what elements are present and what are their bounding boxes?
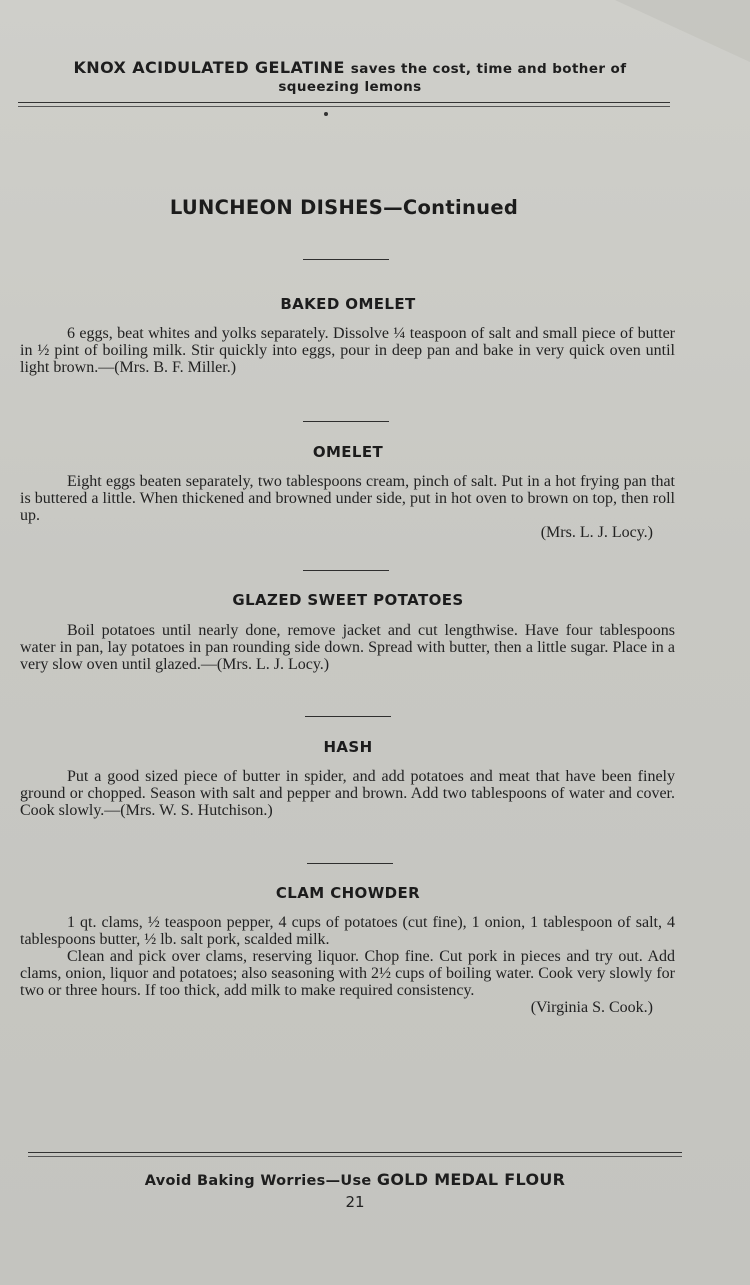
top-advertisement-banner (20, 58, 680, 95)
printer-dot (324, 112, 328, 116)
recipe-paragraph: Put a good sized piece of butter in spider, and add potatoes and meat that have been finely ground or chopped. Season with salt and pepper and brown. Add two tablespoons of water and cover. Cook slowly.—(Mrs. W. S. Hutchison.) (20, 768, 675, 819)
banner-tagline-2: squeezing lemons (278, 79, 422, 95)
footer-slogan-brand: GOLD MEDAL FLOUR (376, 1170, 566, 1189)
page-corner-shadow (615, 0, 750, 62)
recipe-body-hash (20, 768, 675, 819)
recipe-paragraph: 1 qt. clams, ½ teaspoon pepper, 4 cups of potatoes (cut fine), 1 onion, 1 tablespoon of salt, 4 tablespoons butter, ½ lb. salt pork, scalded milk. (20, 914, 675, 948)
recipe-body-omelet (20, 473, 675, 541)
bottom-double-rule (28, 1152, 682, 1157)
recipe-body-clam-chowder (20, 914, 675, 1016)
page-title: LUNCHEON DISHES—Continued (169, 196, 519, 219)
footer-slogan-prefix: Avoid Baking Worries—Use (144, 1173, 372, 1189)
recipe-title-omelet: OMELET (312, 443, 384, 461)
recipe-paragraph: Eight eggs beaten separately, two tablespoons cream, pinch of salt. Put in a hot frying pan that is buttered a little. When thickened and browned under side, put in hot oven to brown on top, then roll up. (20, 473, 675, 524)
banner-line-1 (20, 58, 680, 79)
section-divider (303, 259, 389, 260)
top-double-rule (18, 102, 670, 107)
section-divider (303, 421, 389, 422)
section-divider (307, 863, 393, 864)
section-divider (303, 570, 389, 571)
banner-brand: KNOX ACIDULATED GELATINE (73, 58, 345, 77)
recipe-title-hash: HASH (323, 738, 373, 756)
recipe-paragraph: Clean and pick over clams, reserving liquor. Chop fine. Cut pork in pieces and try out. Add clams, onion, liquor and potatoes; also seasoning with 2½ cups of boiling water. Cook very slowly for two or three hours. If too thick, add milk to make required consistency. (20, 948, 675, 999)
bottom-advertisement-banner (28, 1170, 682, 1189)
recipe-title-glazed-sweet-potatoes: GLAZED SWEET POTATOES (232, 591, 464, 609)
recipe-credit: (Virginia S. Cook.) (530, 999, 653, 1016)
recipe-title-clam-chowder: CLAM CHOWDER (275, 884, 421, 902)
banner-tagline-1: saves the cost, time and bother of (350, 61, 627, 77)
section-divider (305, 716, 391, 717)
recipe-credit: (Mrs. L. J. Locy.) (540, 524, 653, 541)
recipe-title-baked-omelet: BAKED OMELET (280, 295, 416, 313)
recipe-paragraph: Boil potatoes until nearly done, remove jacket and cut lengthwise. Have four tablespoons water in pan, lay potatoes in pan rounding side down. Spread with butter, then a little sugar. Place in a very slow oven until glazed.—(Mrs. L. J. Locy.) (20, 622, 675, 673)
page-number: 21 (345, 1193, 365, 1211)
recipe-paragraph: 6 eggs, beat whites and yolks separately. Dissolve ¼ teaspoon of salt and small piece of butter in ½ pint of boiling milk. Stir quickly into eggs, pour in deep pan and bake in very quick oven until light brown.—(Mrs. B. F. Miller.) (20, 325, 675, 376)
recipe-body-glazed-sweet-potatoes (20, 622, 675, 673)
recipe-body-baked-omelet (20, 325, 675, 376)
